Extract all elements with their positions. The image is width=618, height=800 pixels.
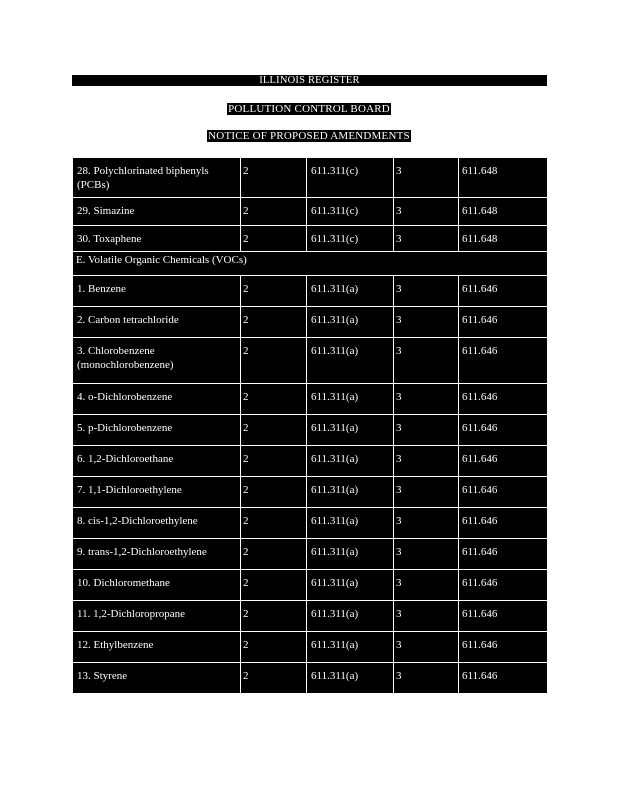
section-ref: 611.311(c) <box>307 226 394 252</box>
method-ref: 611.648 <box>459 226 548 252</box>
col2-value: 2 <box>241 663 307 694</box>
col2-value: 2 <box>241 601 307 632</box>
col4-value: 3 <box>394 601 459 632</box>
col2-value: 2 <box>241 415 307 446</box>
contaminant-table <box>72 157 548 694</box>
section-ref: 611.311(a) <box>307 446 394 477</box>
section-heading-row <box>73 252 548 276</box>
contaminant-name: 9. trans-1,2-Dichloroethylene <box>73 539 241 570</box>
col2-value: 2 <box>241 508 307 539</box>
col2-value: 2 <box>241 539 307 570</box>
section-ref: 611.311(a) <box>307 539 394 570</box>
col4-value: 3 <box>394 632 459 663</box>
table-row <box>73 570 548 601</box>
contaminant-name: 10. Dichloromethane <box>73 570 241 601</box>
table-row <box>73 477 548 508</box>
col4-value: 3 <box>394 415 459 446</box>
section-ref: 611.311(a) <box>307 570 394 601</box>
col2-value: 2 <box>241 384 307 415</box>
contaminant-name: 30. Toxaphene <box>73 226 241 252</box>
col2-value: 2 <box>241 338 307 384</box>
contaminant-name: 7. 1,1-Dichloroethylene <box>73 477 241 508</box>
section-ref: 611.311(a) <box>307 338 394 384</box>
col2-value: 2 <box>241 198 307 226</box>
method-ref: 611.646 <box>459 307 548 338</box>
contaminant-name: 4. o-Dichlorobenzene <box>73 384 241 415</box>
col4-value: 3 <box>394 276 459 307</box>
contaminant-name: 8. cis-1,2-Dichloroethylene <box>73 508 241 539</box>
col2-value: 2 <box>241 446 307 477</box>
board-title <box>0 103 618 115</box>
table-row <box>73 307 548 338</box>
section-ref: 611.311(a) <box>307 477 394 508</box>
section-ref: 611.311(a) <box>307 384 394 415</box>
col4-value: 3 <box>394 446 459 477</box>
table-row <box>73 226 548 252</box>
contaminant-name: 2. Carbon tetrachloride <box>73 307 241 338</box>
method-ref: 611.646 <box>459 415 548 446</box>
section-ref: 611.311(a) <box>307 415 394 446</box>
table-row <box>73 446 548 477</box>
section-ref: 611.311(a) <box>307 307 394 338</box>
section-ref: 611.311(c) <box>307 198 394 226</box>
contaminant-name: 11. 1,2-Dichloropropane <box>73 601 241 632</box>
col4-value: 3 <box>394 226 459 252</box>
contaminant-name: 28. Polychlorinated biphenyls (PCBs) <box>73 158 241 198</box>
table-row <box>73 415 548 446</box>
table-row <box>73 158 548 198</box>
col2-value: 2 <box>241 570 307 601</box>
contaminant-name: 6. 1,2-Dichloroethane <box>73 446 241 477</box>
section-ref: 611.311(a) <box>307 601 394 632</box>
section-heading: E. Volatile Organic Chemicals (VOCs) <box>73 252 548 276</box>
col4-value: 3 <box>394 307 459 338</box>
col4-value: 3 <box>394 198 459 226</box>
contaminant-name: 12. Ethylbenzene <box>73 632 241 663</box>
board-title-text: POLLUTION CONTROL BOARD <box>228 103 390 115</box>
col4-value: 3 <box>394 539 459 570</box>
table-row <box>73 539 548 570</box>
method-ref: 611.648 <box>459 158 548 198</box>
method-ref: 611.648 <box>459 198 548 226</box>
col4-value: 3 <box>394 158 459 198</box>
table-row <box>73 663 548 694</box>
table-row <box>73 508 548 539</box>
table-row <box>73 601 548 632</box>
table-row <box>73 338 548 384</box>
section-ref: 611.311(a) <box>307 632 394 663</box>
table-row <box>73 384 548 415</box>
col2-value: 2 <box>241 158 307 198</box>
contaminant-name: 1. Benzene <box>73 276 241 307</box>
table-row <box>73 632 548 663</box>
col4-value: 3 <box>394 570 459 601</box>
table-row <box>73 276 548 307</box>
method-ref: 611.646 <box>459 570 548 601</box>
method-ref: 611.646 <box>459 632 548 663</box>
col2-value: 2 <box>241 307 307 338</box>
method-ref: 611.646 <box>459 338 548 384</box>
register-header: ILLINOIS REGISTER <box>72 75 547 86</box>
col4-value: 3 <box>394 384 459 415</box>
col4-value: 3 <box>394 663 459 694</box>
col4-value: 3 <box>394 338 459 384</box>
col2-value: 2 <box>241 632 307 663</box>
method-ref: 611.646 <box>459 384 548 415</box>
col2-value: 2 <box>241 477 307 508</box>
section-ref: 611.311(a) <box>307 663 394 694</box>
contaminant-name: 3. Chlorobenzene (monochlorobenzene) <box>73 338 241 384</box>
col2-value: 2 <box>241 276 307 307</box>
method-ref: 611.646 <box>459 446 548 477</box>
method-ref: 611.646 <box>459 539 548 570</box>
col4-value: 3 <box>394 477 459 508</box>
contaminant-name: 13. Styrene <box>73 663 241 694</box>
method-ref: 611.646 <box>459 276 548 307</box>
notice-title-text: NOTICE OF PROPOSED AMENDMENTS <box>208 130 410 142</box>
method-ref: 611.646 <box>459 663 548 694</box>
section-ref: 611.311(a) <box>307 276 394 307</box>
table-row <box>73 198 548 226</box>
notice-title <box>0 130 618 142</box>
contaminant-name: 5. p-Dichlorobenzene <box>73 415 241 446</box>
contaminant-name: 29. Simazine <box>73 198 241 226</box>
section-ref: 611.311(a) <box>307 508 394 539</box>
method-ref: 611.646 <box>459 508 548 539</box>
section-ref: 611.311(c) <box>307 158 394 198</box>
method-ref: 611.646 <box>459 601 548 632</box>
method-ref: 611.646 <box>459 477 548 508</box>
col4-value: 3 <box>394 508 459 539</box>
col2-value: 2 <box>241 226 307 252</box>
